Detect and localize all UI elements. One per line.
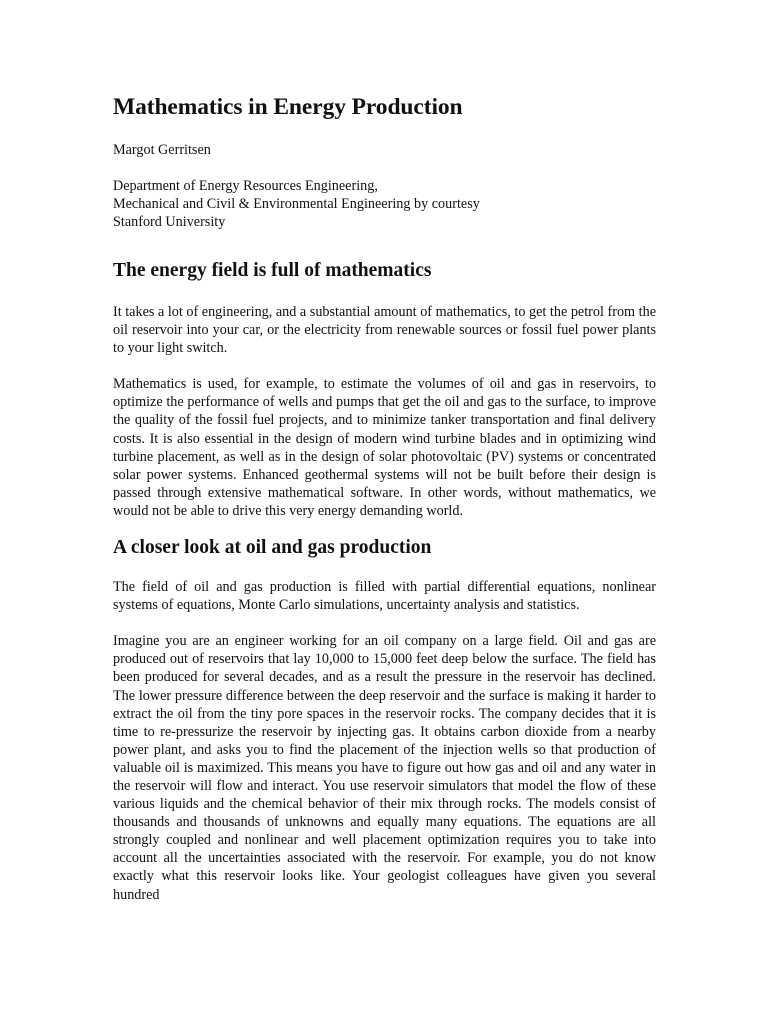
- affiliation-line: Stanford University: [113, 214, 226, 230]
- document-page: [113, 92, 656, 904]
- document-title: Mathematics in Energy Production: [113, 94, 463, 120]
- section-heading: The energy field is full of mathematics: [113, 260, 432, 281]
- affiliation-line: Mechanical and Civil & Environmental Engineering by courtesy: [113, 196, 480, 212]
- body-paragraph: Mathematics is used, for example, to estimate the volumes of oil and gas in reservoirs, to optimize the performance of wells and pumps that get the oil and gas to the surface, to improve the quality of the fossil fuel projects, and to minimize tanker transportation and final delivery costs. It is also essential in the design of modern wind turbine blades and in optimizing wind turbine placement, as well as in the design of solar photovoltaic (PV) systems or concentrated solar power systems. Enhanced geothermal systems will not be built before their design is passed through extensive mathematical software. In other words, without mathematics, we would not be able to drive this very energy demanding world.: [113, 376, 656, 519]
- body-paragraph: It takes a lot of engineering, and a substantial amount of mathematics, to get the petrol from the oil reservoir into your car, or the electricity from renewable sources or fossil fuel power plants to your light switch.: [113, 304, 656, 357]
- affiliation-block: [113, 177, 656, 231]
- section-heading: A closer look at oil and gas production: [113, 537, 432, 559]
- body-paragraph: Imagine you are an engineer working for an oil company on a large field. Oil and gas are produced out of reservoirs that lay 10,000 to 15,000 feet deep below the surface. The field has been produced for several decades, and as a result the pressure in the reservoir has declined. The lower pressure difference between the deep reservoir and the surface is making it harder to extract the oil from the tiny pore spaces in the reservoir rocks. The company decides that it is time to re-pressurize the reservoir by injecting gas. It obtains carbon dioxide from a nearby power plant, and asks you to find the placement of the injection wells so that production of valuable oil is maximized. This means you have to figure out how gas and oil and any water in the reservoir will flow and interact. You use reservoir simulators that model the flow of these various liquids and the chemical behavior of their mix through rocks. The models consist of thousands and thousands of unknowns and equally many equations. The equations are all strongly coupled and nonlinear and well placement optimization requires you to take into account all the uncertainties associated with the reservoir. For example, you do not know exactly what this reservoir looks like. Your geologist colleagues have given you several hundred: [113, 633, 656, 903]
- body-paragraph: The field of oil and gas production is filled with partial differential equations, nonlinear systems of equations, Monte Carlo simulations, uncertainty analysis and statistics.: [113, 579, 656, 614]
- author-name: Margot Gerritsen: [113, 142, 211, 158]
- affiliation-line: Department of Energy Resources Engineering,: [113, 178, 378, 194]
